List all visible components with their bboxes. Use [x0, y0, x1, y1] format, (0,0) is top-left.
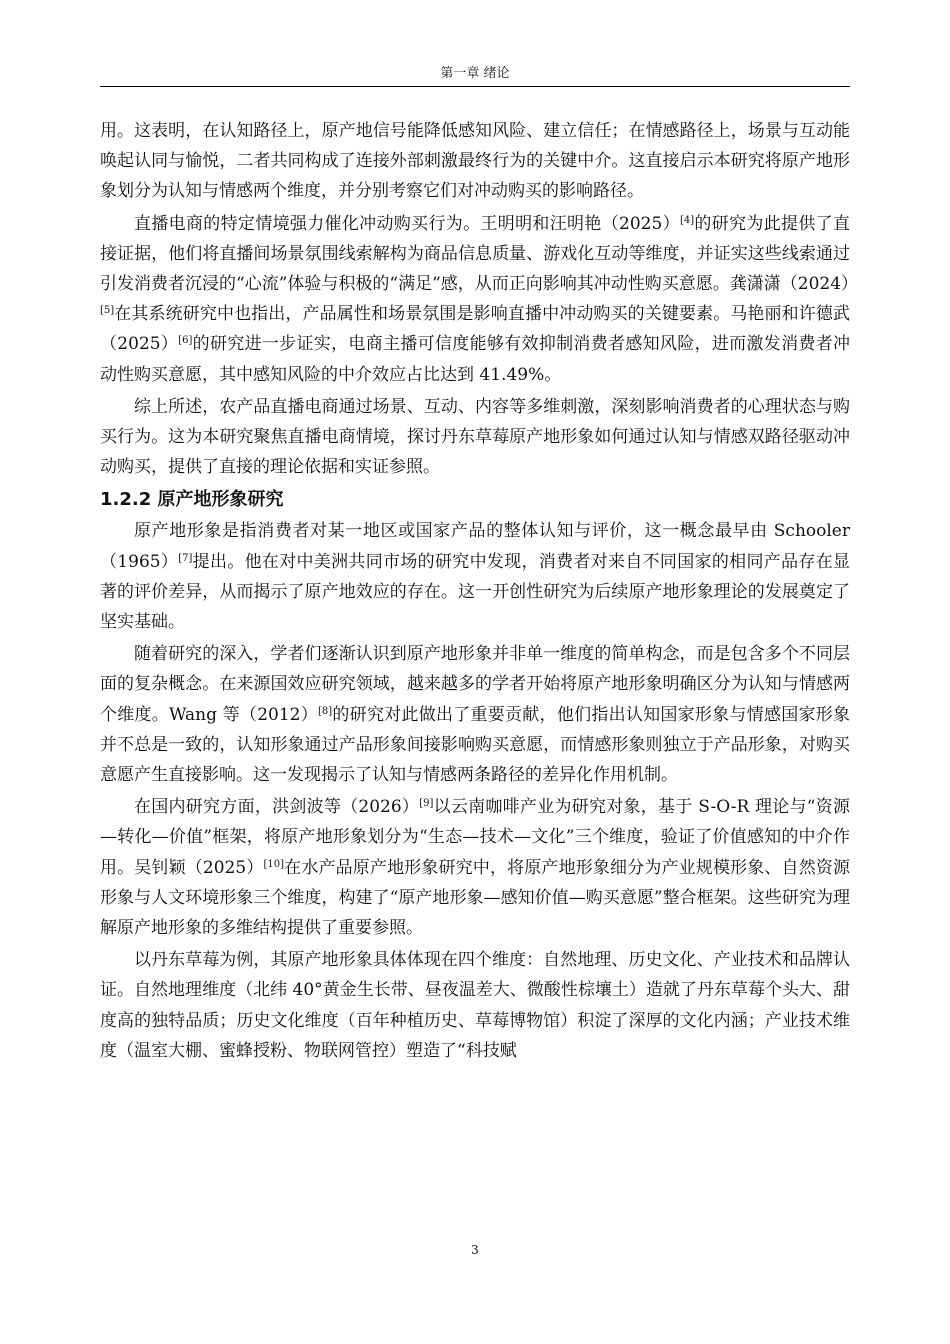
paragraph-text: 随着研究的深入，学者们逐渐认识到原产地形象并非单一维度的简单构念，而是包含多个不同层面的复杂概念。在来源国效应研究领域，越来越多的学者开始将原产地形象明确区分为认知与情感两个维度。Wang 等（2012） [100, 644, 850, 725]
paragraph-text: 在水产品原产地形象研究中，将原产地形象细分为产业规模形象、自然资源形象与人文环境形象三个维度，构建了“原产地形象—感知价值—购买意愿”整合框架。这些研究为理解原产地形象的多维结构提供了重要参照。 [100, 857, 851, 939]
citation-5: [5] [100, 305, 115, 317]
citation-10: [10] [263, 858, 285, 870]
paragraph-coo-dimensions [100, 639, 850, 790]
citation-4: [4] [679, 214, 695, 226]
paragraph-text: 在其系统研究中也指出，产品属性和场景氛围是影响直播中冲动购买的关键要素。马艳丽和许德武（2025） [100, 304, 850, 355]
paragraph-text: 原产地形象是指消费者对某一地区或国家产品的整体认知与评价，这一概念最早由 Schooler（1965） [100, 521, 850, 572]
citation-8: [8] [317, 705, 333, 717]
paragraph-text: 提出。他在对中美洲共同市场的研究中发现，消费者对来自不同国家的相同产品存在显著的评价差异，从而揭示了原产地效应的存在。这一开创性研究为后续原产地形象理论的发展奠定了坚实基础。 [100, 551, 851, 633]
paragraph-text: 的研究对此做出了重要贡献，他们指出认知国家形象与情感国家形象并不总是一致的，认知形象通过产品形象间接影响购买意愿，而情感形象则独立于产品形象，对购买意愿产生直接影响。这一发现揭示了认知与情感两条路径的差异化作用机制。 [100, 704, 850, 786]
running-header: 第一章 绪论 [440, 66, 510, 81]
paragraph-text: 以云南咖啡产业为研究对象，基于 S-O-R 理论与“资源—转化—价值”框架，将原产地形象划分为“生态—技术—文化”三个维度，验证了价值感知的中介作用。吴钊颖（2025） [100, 797, 850, 878]
citation-7: [7] [178, 552, 193, 564]
paragraph-domestic-research [100, 792, 850, 943]
paragraph-continuation: 用。这表明，在认知路径上，原产地信号能降低感知风险、建立信任；在情感路径上，场景与互动能唤起认同与愉悦，二者共同构成了连接外部刺激最终行为的关键中介。这直接启示本研究将原产地形象划分为认知与情感两个维度，并分别考察它们对冲动购买的影响路径。 [100, 121, 850, 202]
paragraph-text: 直播电商的特定情境强力催化冲动购买行为。王明明和汪明艳（2025） [134, 213, 680, 234]
page-body [100, 116, 859, 1068]
paragraph-text: 在国内研究方面，洪剑波等（2026） [134, 797, 420, 818]
paragraph-coo-definition [100, 516, 850, 637]
header-rule [100, 86, 850, 87]
paragraph-live-commerce [100, 209, 859, 390]
paragraph-summary: 综上所述，农产品直播电商通过场景、互动、内容等多维刺激，深刻影响消费者的心理状态与购买行为。这为本研究聚焦直播电商情境，探讨丹东草莓原产地形象如何通过认知与情感双路径驱动冲动购买，提供了直接的理论依据和实证参照。 [100, 396, 850, 478]
paragraph-text: 的研究为此提供了直接证据，他们将直播间场景氛围线索解构为商品信息质量、游戏化互动等维度，并证实这些线索通过引发消费者沉浸的“心流”体验与积极的“满足”感，从而正向影响其冲动性购买意愿。龚潇潇（2024） [100, 213, 859, 295]
paragraph-text: 的研究进一步证实，电商主播可信度能够有效抑制消费者感知风险，进而激发消费者冲动性购买意愿，其中感知风险的中介效应占比达到 41.49%。 [100, 334, 851, 385]
page-number: 3 [471, 1243, 479, 1257]
citation-6: [6] [178, 335, 193, 347]
citation-9: [9] [419, 798, 434, 810]
section-heading: 1.2.2 原产地形象研究 [100, 489, 284, 511]
paragraph-dandong-strawberry: 以丹东草莓为例，其原产地形象具体体现在四个维度：自然地理、历史文化、产业技术和品牌认证。自然地理维度（北纬 40°黄金生长带、昼夜温差大、微酸性棕壤土）造就了丹东草莓个头大、甜度高的独特品质；历史文化维度（百年种植历史、草莓博物馆）积淀了深厚的文化内涵；产业技术维度（温室大棚、蜜蜂授粉、物联网管控）塑造了“科技赋 [100, 950, 850, 1061]
